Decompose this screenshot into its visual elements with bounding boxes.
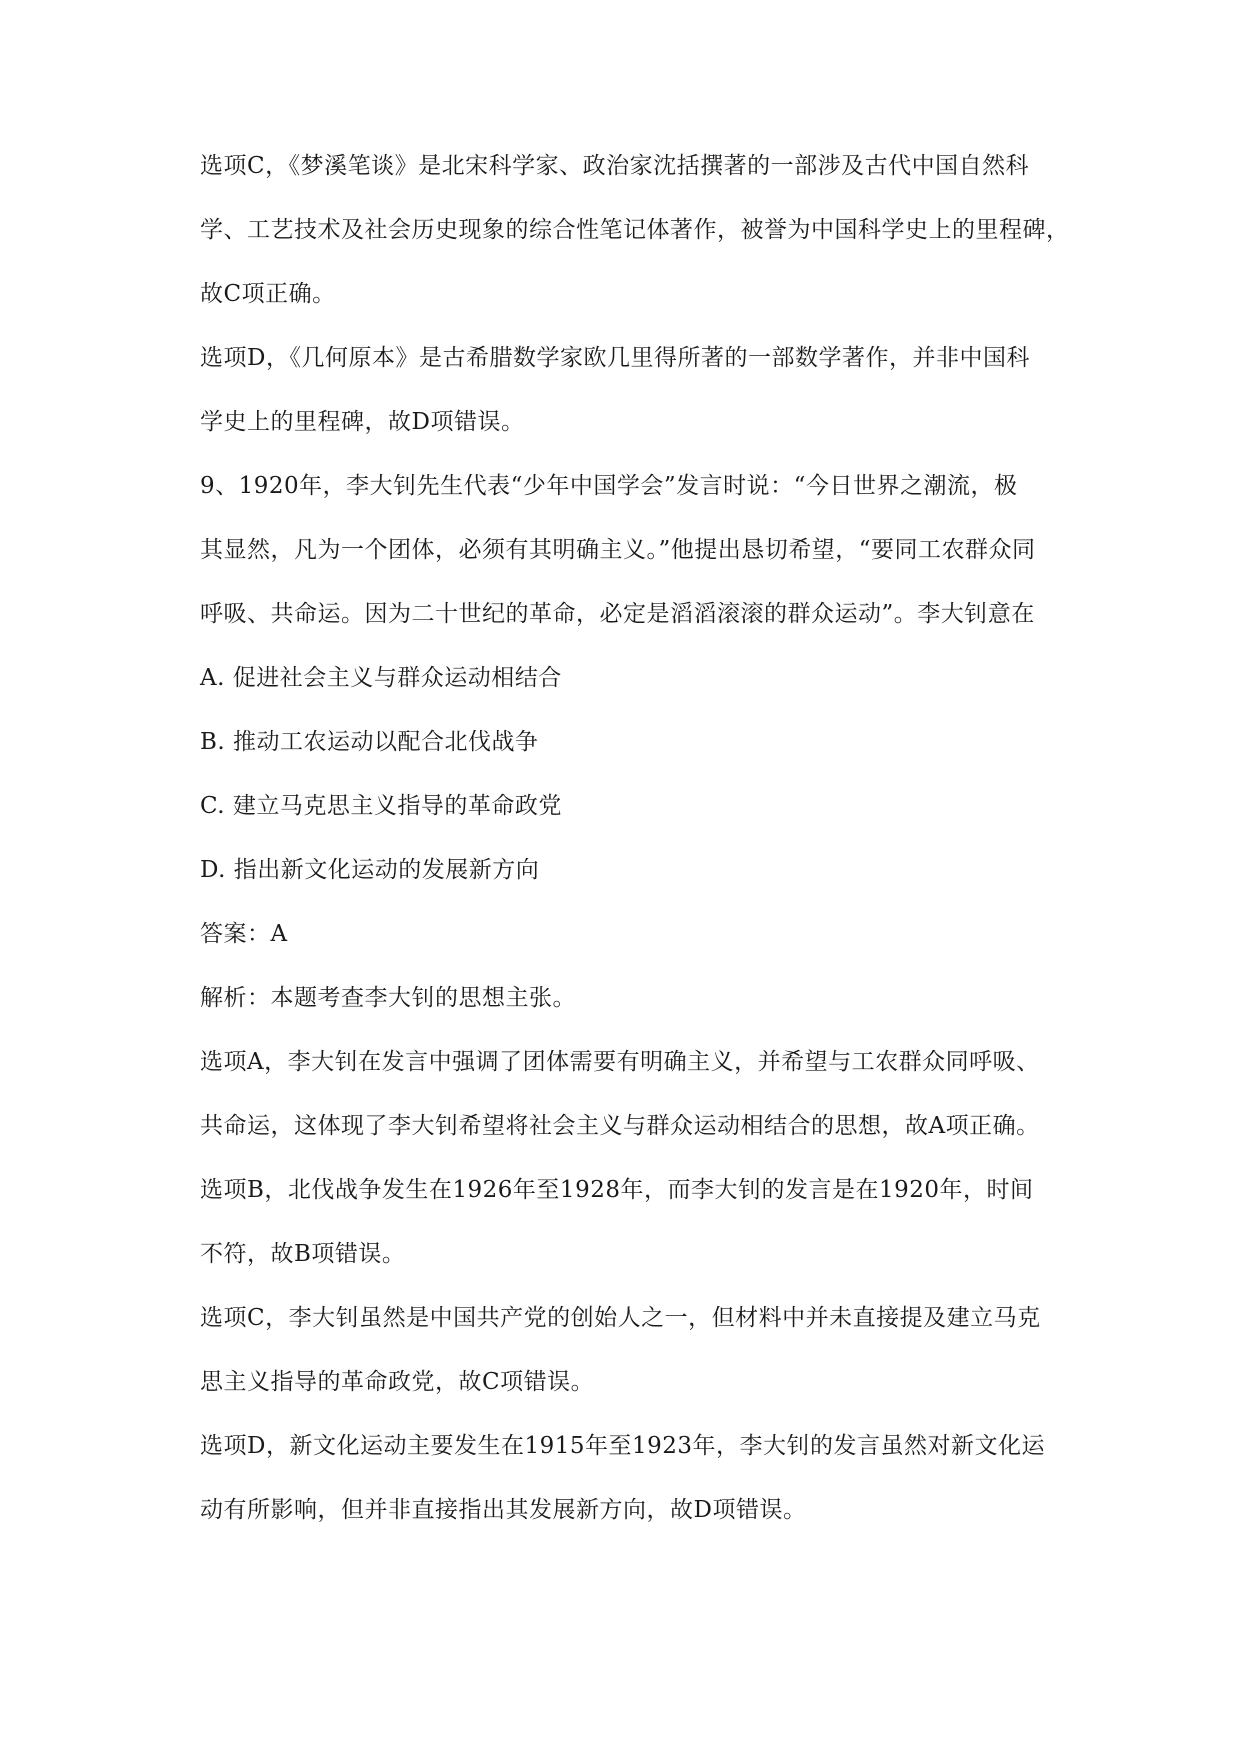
text-line: 选项D，《几何原本》是古希腊数学家欧几里得所著的一部数学著作，并非中国科 (200, 345, 1030, 371)
text-line: 选项C，李大钊虽然是中国共产党的创始人之一，但材料中并未直接提及建立马克 (200, 1305, 1041, 1331)
text-line: 选项D，新文化运动主要发生在1915年至1923年，李大钊的发言虽然对新文化运 (200, 1433, 1046, 1459)
question-stem-line: 呼吸、共命运。因为二十世纪的革命，必定是滔滔滚滚的群众运动”。李大钊意在 (200, 601, 1035, 627)
text-line: 选项B，北伐战争发生在1926年至1928年，而李大钊的发言是在1920年，时间 (200, 1177, 1034, 1203)
question-stem-line: 9、1920年，李大钊先生代表“少年中国学会”发言时说：“今日世界之潮流，极 (200, 473, 1018, 499)
question-stem-line: 其显然，凡为一个团体，必须有其明确主义。”他提出恳切希望，“要同工农群众同 (200, 537, 1036, 563)
option-a: A. 促进社会主义与群众运动相结合 (200, 665, 562, 691)
text-line: 选项A，李大钊在发言中强调了团体需要有明确主义，并希望与工农群众同呼吸、 (200, 1049, 1040, 1075)
answer-line: 答案：A (200, 921, 288, 947)
text-line: 共命运，这体现了李大钊希望将社会主义与群众运动相结合的思想，故A项正确。 (200, 1113, 1040, 1139)
text-line: 学、工艺技术及社会历史现象的综合性笔记体著作，被誉为中国科学史上的里程碑， (200, 217, 1070, 243)
text-line: 动有所影响，但并非直接指出其发展新方向，故D项错误。 (200, 1497, 807, 1523)
text-line: 选项C，《梦溪笔谈》是北宋科学家、政治家沈括撰著的一部涉及古代中国自然科 (200, 153, 1030, 179)
text-line: 不符，故B项错误。 (200, 1241, 406, 1267)
text-line: 故C项正确。 (200, 281, 336, 307)
option-b: B. 推动工农运动以配合北伐战争 (200, 729, 539, 755)
option-c: C. 建立马克思主义指导的革命政党 (200, 793, 562, 819)
option-d: D. 指出新文化运动的发展新方向 (200, 857, 540, 883)
text-line: 学史上的里程碑，故D项错误。 (200, 409, 525, 435)
analysis-line: 解析：本题考查李大钊的思想主张。 (200, 985, 576, 1011)
text-line: 思主义指导的革命政党，故C项错误。 (200, 1369, 595, 1395)
